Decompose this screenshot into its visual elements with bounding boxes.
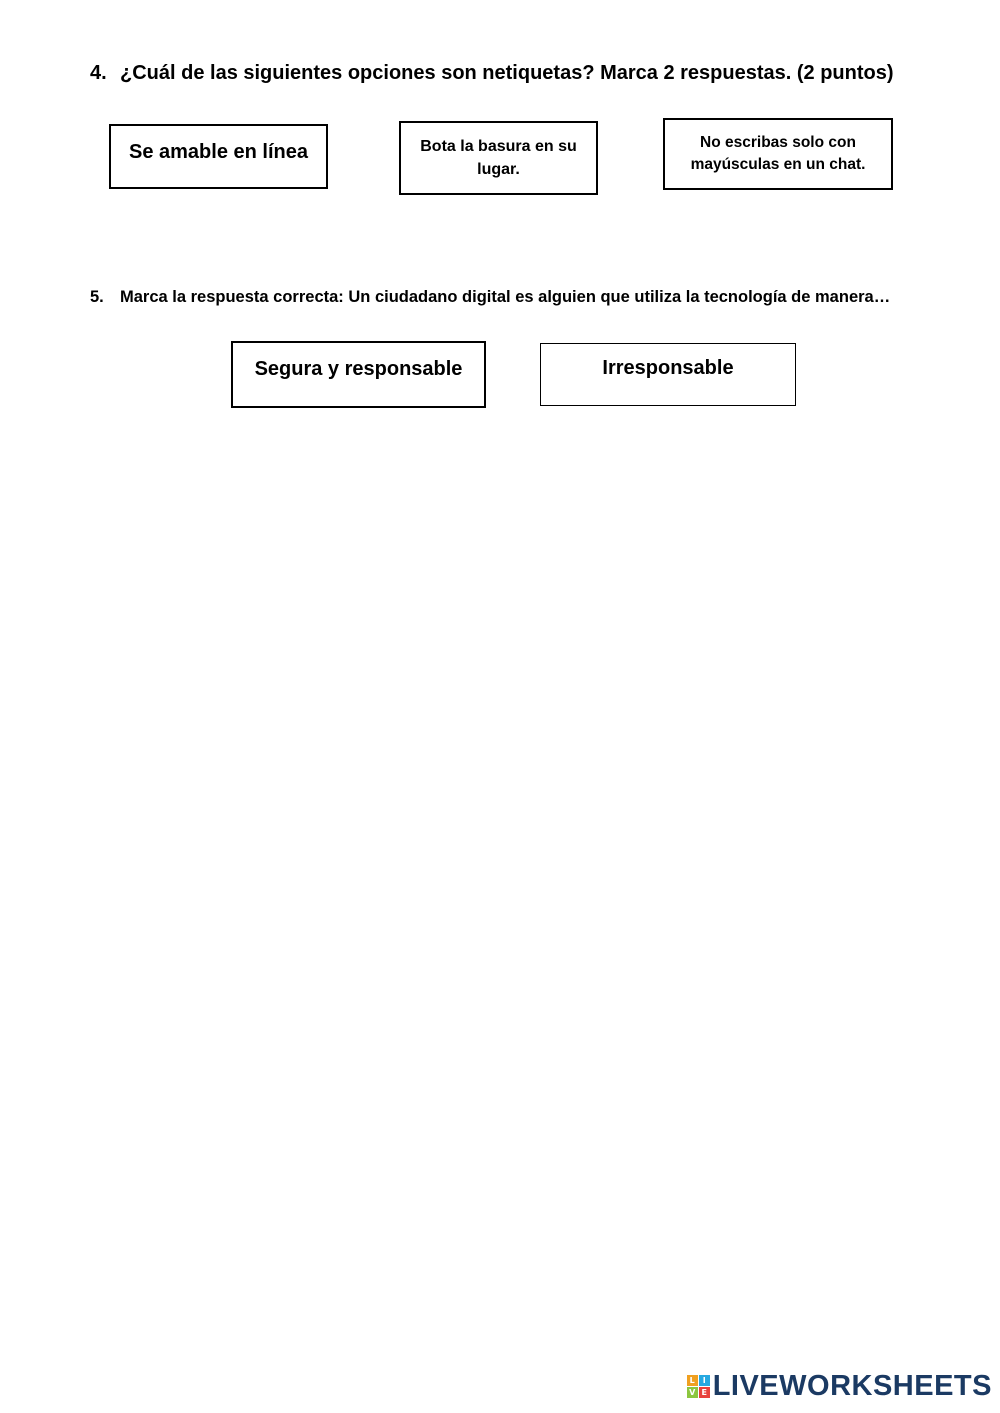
question-5-text: Marca la respuesta correcta: Un ciudadano digital es alguien que utiliza la tecnología de manera… (120, 288, 891, 306)
liveworksheets-logo[interactable] (687, 1370, 992, 1403)
question-4-prompt (90, 62, 894, 85)
question-5-number: 5. (90, 288, 104, 306)
question-4-number: 4. (90, 62, 107, 84)
answer-box-se-amable[interactable] (109, 124, 328, 189)
answer-box-line: Bota la basura en su (420, 137, 577, 155)
answer-box-no-escribas-mayusculas[interactable] (663, 118, 893, 190)
answer-box-line: Se amable en línea (129, 141, 308, 163)
brand-name: LIVEWORKSHEETS (712, 1370, 992, 1402)
live-blocks-icon (687, 1375, 710, 1398)
answer-box-line: No escribas solo con (700, 133, 856, 151)
question-4-text: ¿Cuál de las siguientes opciones son netiquetas? Marca 2 respuestas. (2 puntos) (120, 62, 894, 84)
answer-box-line: Segura y responsable (254, 358, 463, 380)
answer-box-line: Irresponsable (602, 357, 734, 379)
answer-box-irresponsable[interactable] (540, 343, 796, 406)
answer-box-line: lugar. (477, 161, 520, 178)
answer-box-segura-y-responsable[interactable] (231, 341, 486, 408)
logo-block-v: V (687, 1387, 698, 1398)
logo-block-l: L (687, 1375, 698, 1386)
question-5-prompt (90, 288, 890, 307)
logo-block-e: E (699, 1387, 710, 1398)
answer-box-bota-la-basura[interactable] (399, 121, 598, 195)
answer-box-line: mayúsculas en un chat. (690, 156, 866, 173)
logo-block-i: I (699, 1375, 710, 1386)
